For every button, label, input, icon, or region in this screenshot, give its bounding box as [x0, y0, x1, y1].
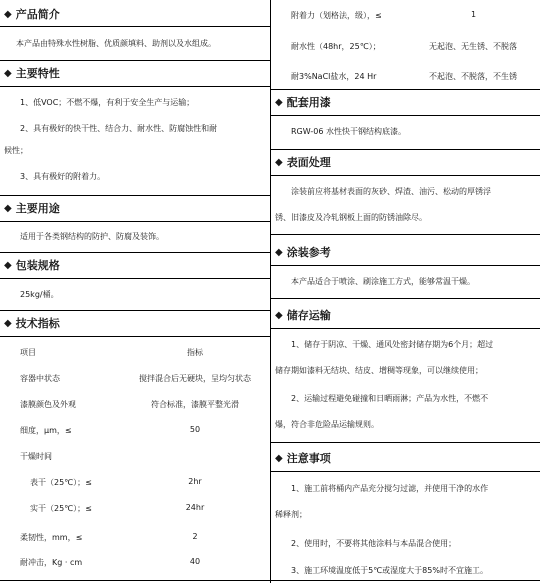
water-item: 耐水性（48hr，25℃）；	[291, 42, 381, 51]
primer-text: RGW-06 水性快干钢结构底漆。	[291, 127, 406, 136]
tech-row-item: 表干（25℃）；≤	[30, 478, 92, 487]
divider	[0, 221, 270, 222]
diamond-bullet-icon: ◆	[4, 202, 12, 214]
feature-line: 2、具有极好的快干性、结合力、耐水性、防腐蚀性和耐	[20, 124, 218, 133]
tech-col-value: 指标	[187, 348, 203, 357]
adhesion-value: 1	[471, 10, 477, 19]
section-header-surface: ◆ 表面处理	[275, 156, 331, 169]
tech-row-value: 24hr	[185, 503, 205, 512]
divider	[0, 278, 270, 279]
diamond-bullet-icon: ◆	[275, 96, 283, 108]
tech-row-value: 40	[189, 557, 201, 566]
tech-row-item: 容器中状态	[20, 374, 60, 383]
packing-text: 25kg/桶。	[20, 290, 59, 299]
tech-row-item: 耐冲击，Kg · cm	[20, 558, 83, 567]
tech-row-value: 2	[192, 532, 198, 541]
divider	[271, 265, 540, 266]
water-value: 无起泡、无生锈、不脱落	[429, 42, 517, 51]
storage-text: 1、储存于阴凉、干燥、通风处密封储存期为6个月；超过	[291, 340, 494, 349]
surface-text: 锈、旧漆皮及冷轧钢板上面的防锈油除尽。	[275, 213, 427, 222]
storage-text: 爆，符合非危险品运输规则。	[275, 420, 379, 429]
adhesion-item: 附着力（划格法，级），≤	[291, 11, 382, 20]
salt-item: 耐3%NaCl盐水，24 Hr	[291, 72, 377, 81]
feature-line: 3、具有极好的附着力。	[20, 172, 106, 181]
tech-row-value: 符合标准，漆膜平整光滑	[151, 400, 239, 409]
feature-line: 候性；	[4, 146, 28, 155]
section-header-coating: ◆ 涂装参考	[275, 246, 331, 259]
notes-text: 稀释剂；	[275, 510, 307, 519]
diamond-bullet-icon: ◆	[275, 309, 283, 321]
intro-text: 本产品由特殊水性树脂、优质颜填料、助剂以及水组成。	[16, 39, 216, 48]
divider	[271, 234, 540, 235]
notes-text: 3、施工环境温度低于5℃或湿度大于85%时不宜施工。	[291, 566, 488, 575]
storage-text: 2、运输过程避免碰撞和日晒雨淋；产品为水性，不燃不	[291, 394, 489, 403]
divider	[0, 26, 270, 27]
section-header-storage: ◆ 储存运输	[275, 309, 331, 322]
surface-text: 涂装前应将基材表面的灰砂、焊渣、油污、松动的厚锈浮	[291, 187, 491, 196]
diamond-bullet-icon: ◆	[275, 246, 283, 258]
tech-row-value: 2hr	[188, 477, 202, 486]
notes-text: 2、使用时，不要将其他涂料与本品混合使用；	[291, 539, 457, 548]
tech-row-item: 干燥时间	[20, 452, 52, 461]
salt-value: 不起泡、不脱落，不生锈	[429, 72, 517, 81]
tech-row-item: 细度，μm，≤	[20, 426, 72, 435]
notes-text: 1、施工前将桶内产品充分搅匀过滤，并使用干净的水作	[291, 484, 489, 493]
section-header-uses: ◆ 主要用途	[4, 202, 60, 215]
section-header-packing: ◆ 包装规格	[4, 259, 60, 272]
divider	[0, 336, 270, 337]
tech-row-item: 漆膜颜色及外观	[20, 400, 76, 409]
diamond-bullet-icon: ◆	[275, 156, 283, 168]
section-header-tech: ◆ 技术指标	[4, 317, 60, 330]
divider	[271, 175, 540, 176]
section-header-intro: ◆ 产品简介	[4, 8, 60, 21]
uses-text: 适用于各类钢结构的防护、防腐及装饰。	[20, 232, 164, 241]
section-header-features: ◆ 主要特性	[4, 67, 60, 80]
feature-line: 1、低VOC；不燃不爆，有利于安全生产与运输；	[20, 98, 195, 107]
storage-text: 储存期如漆料无结块、结皮、增稠等现象，可以继续使用；	[275, 366, 483, 375]
divider	[271, 298, 540, 299]
section-header-notes: ◆ 注意事项	[275, 452, 331, 465]
diamond-bullet-icon: ◆	[275, 452, 283, 464]
tech-row-value: 搅拌混合后无硬块，呈均匀状态	[139, 374, 251, 383]
diamond-bullet-icon: ◆	[4, 317, 12, 329]
divider	[271, 580, 540, 581]
divider	[271, 328, 540, 329]
diamond-bullet-icon: ◆	[4, 67, 12, 79]
diamond-bullet-icon: ◆	[4, 8, 12, 20]
divider	[271, 442, 540, 443]
tech-col-item: 项目	[20, 348, 36, 357]
diamond-bullet-icon: ◆	[4, 259, 12, 271]
divider	[271, 115, 540, 116]
section-header-primer: ◆ 配套用漆	[275, 96, 331, 109]
tech-row-value: 50	[189, 425, 201, 434]
divider	[0, 86, 270, 87]
divider	[0, 580, 270, 581]
coating-text: 本产品适合于喷涂、刷涂施工方式，能够常温干燥。	[291, 277, 475, 286]
divider	[271, 471, 540, 472]
tech-row-item: 柔韧性，mm，≤	[20, 533, 83, 542]
tech-row-item: 实干（25℃）；≤	[30, 504, 92, 513]
right-column	[270, 0, 540, 583]
